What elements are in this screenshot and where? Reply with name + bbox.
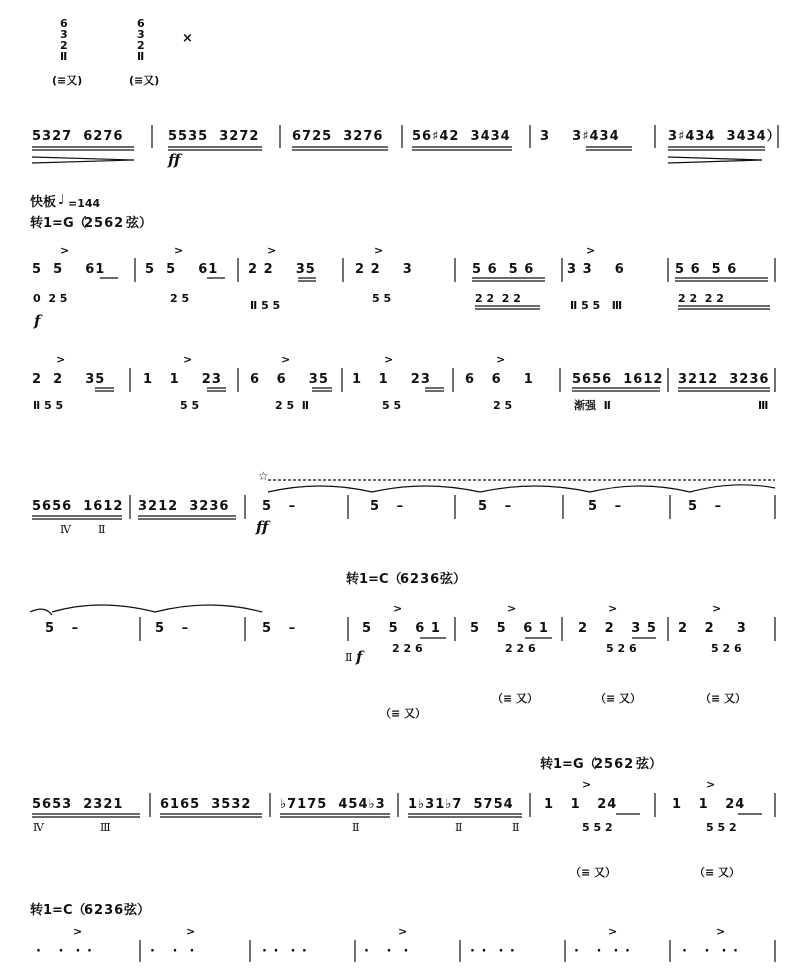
r6-m1: 5653 2321: [32, 797, 124, 812]
r3-l7: Ⅲ: [758, 399, 769, 412]
tempo-label: 快板: [30, 195, 57, 210]
r4-mark-ii: Ⅱ: [98, 523, 106, 536]
r6-mark-5: Ⅱ: [512, 821, 520, 834]
r4-m4: 5 –: [370, 499, 405, 514]
svg-text:>: >: [60, 244, 70, 257]
r5-dynamic: f: [356, 648, 363, 666]
svg-text:>: >: [384, 353, 394, 366]
svg-text:>: >: [186, 925, 196, 938]
r6-mark-1: Ⅳ: [33, 821, 44, 834]
r2-m2: 5 5 61: [145, 262, 219, 277]
svg-text:>: >: [582, 778, 592, 791]
svg-text:>: >: [716, 925, 726, 938]
svg-text:>: >: [393, 602, 403, 615]
r3-l1: Ⅱ 5 5: [33, 399, 64, 412]
quarter-note-icon: ♩: [58, 192, 65, 208]
r3-m3: 6 6 35: [250, 372, 329, 387]
top-chord-right: 6 3 2 Ⅱ: [137, 17, 145, 63]
r6-m3: ♭7175 454♭3: [280, 797, 386, 812]
key-c-suffix-2: 弦）: [124, 903, 151, 918]
r5-chord-3: 5 2 6: [606, 642, 637, 655]
r4-m6: 5 –: [588, 499, 623, 514]
r5-chord-4: 5 2 6: [711, 642, 742, 655]
r4-dynamic: ff: [256, 518, 269, 536]
svg-text:>: >: [374, 244, 384, 257]
r7-m6: · · · ·: [574, 944, 631, 959]
r1-m6: 3♯434 3434）: [668, 129, 781, 144]
r5-m4: 5 5 6 1: [362, 621, 441, 636]
r2-dynamic: f: [34, 312, 41, 330]
svg-text:>: >: [507, 602, 517, 615]
svg-text:>: >: [398, 925, 408, 938]
r3-l4: 5 5: [382, 399, 402, 412]
r5-string-mark-2: （≡ 又）: [492, 692, 539, 705]
r5-m1: 5 –: [45, 621, 80, 636]
r2-m6: 3 3 6: [567, 262, 625, 277]
r5-chord-1: 2 2 6: [392, 642, 423, 655]
svg-text:>: >: [712, 602, 722, 615]
r6-mark-3: Ⅱ: [352, 821, 360, 834]
key-g-suffix: 弦）: [126, 216, 153, 231]
r5-string-mark-4: （≡ 又）: [700, 692, 747, 705]
key-g-suffix-2: 弦）: [636, 757, 663, 772]
r5-m2: 5 –: [155, 621, 190, 636]
r7-m7: · · · ·: [682, 944, 739, 959]
r6-string-mark-1: （≡ 又）: [570, 866, 617, 879]
r2-l4: 5 5: [372, 292, 392, 305]
svg-text:>: >: [73, 925, 83, 938]
r5-m5: 5 5 6 1: [470, 621, 549, 636]
r2-l5: 2 2 2 2: [475, 292, 521, 305]
r4-m3: 5 –: [262, 499, 297, 514]
r3-l2: 5 5: [180, 399, 200, 412]
r1-m3: 6725 3276: [292, 129, 384, 144]
svg-text:>: >: [267, 244, 277, 257]
key-g-strings: 2562: [84, 216, 125, 231]
r2-m4: 2 2 3: [355, 262, 413, 277]
r6-m2: 6165 3532: [160, 797, 252, 812]
r5-string-mark-3: （≡ 又）: [595, 692, 642, 705]
r2-l1: 0 2 5: [33, 292, 68, 305]
r4-m1: 5656 1612: [32, 499, 124, 514]
r4-m7: 5 –: [688, 499, 723, 514]
r4-mark-iv: Ⅳ: [60, 523, 71, 536]
svg-text:>: >: [56, 353, 66, 366]
top-paren-left: (≡又): [52, 74, 83, 87]
r2-m1: 5 5 61: [32, 262, 106, 277]
r6-string-mark-2: （≡ 又）: [694, 866, 741, 879]
r7-m1: · · · ·: [36, 944, 93, 959]
key-g-prefix: 转1=G（: [30, 216, 87, 231]
key-c-prefix-2: 转1=C（: [30, 903, 86, 918]
r2-l6: Ⅱ 5 5 Ⅲ: [570, 299, 623, 312]
star-mark: ☆: [258, 469, 269, 483]
svg-text:>: >: [608, 602, 618, 615]
r7-m3: · · · ·: [262, 944, 308, 959]
r7-m4: · · ·: [364, 944, 410, 959]
r4-m5: 5 –: [478, 499, 513, 514]
r3-m5: 6 6 1: [465, 372, 534, 387]
key-g-prefix-2: 转1=G（: [540, 757, 597, 772]
r5-m6: 2 2 3 5: [578, 621, 657, 636]
r2-m3: 2 2 35: [248, 262, 316, 277]
svg-text:>: >: [586, 244, 596, 257]
r2-m5: 5 6 5 6: [472, 262, 535, 277]
key-c-suffix-1: 弦）: [440, 572, 467, 587]
r6-m5: 1 1 24: [544, 797, 618, 812]
r3-l3: 2 5 Ⅱ: [275, 399, 310, 412]
r6-chord-2: 5 5 2: [706, 821, 737, 834]
tempo-value: =144: [68, 197, 101, 210]
r5-chord-2: 2 2 6: [505, 642, 536, 655]
top-paren-right: (≡又): [129, 74, 160, 87]
r3-m1: 2 2 35: [32, 372, 106, 387]
r1-dynamic: ff: [168, 151, 181, 169]
r3-m6: 5656 1612: [572, 372, 664, 387]
r1-m5: 3 3♯434: [540, 129, 620, 144]
r5-m3: 5 –: [262, 621, 297, 636]
key-c-prefix-1: 转1=C（: [346, 572, 402, 587]
r6-mark-2: Ⅲ: [100, 821, 111, 834]
r2-l2: 2 5: [170, 292, 190, 305]
r3-m7: 3212 3236: [678, 372, 770, 387]
r6-m4: 1♭31♭7 5754: [408, 797, 514, 812]
r6-chord-1: 5 5 2: [582, 821, 613, 834]
r5-string-mark-1: （≡ 又）: [380, 707, 427, 720]
r3-l6: 渐强 Ⅱ: [574, 399, 611, 412]
svg-text:>: >: [706, 778, 716, 791]
r3-m4: 1 1 23: [352, 372, 431, 387]
r5-mark-ii: Ⅱ: [345, 651, 353, 664]
r6-m6: 1 1 24: [672, 797, 746, 812]
r2-l7: 2 2 2 2: [678, 292, 724, 305]
r1-m4: 56♯42 3434: [412, 129, 511, 144]
r7-m5: · · · ·: [470, 944, 516, 959]
key-c-strings-1: 6236: [400, 572, 441, 587]
r2-m7: 5 6 5 6: [675, 262, 738, 277]
svg-text:>: >: [183, 353, 193, 366]
r1-m2: 5535 3272: [168, 129, 260, 144]
top-chord-left: 6 3 2 Ⅱ: [60, 17, 68, 63]
top-cross-mark: ×: [182, 31, 194, 46]
svg-text:>: >: [281, 353, 291, 366]
r2-l3: Ⅱ 5 5: [250, 299, 281, 312]
key-c-strings-2: 6236: [84, 903, 125, 918]
r1-m1: 5327 6276: [32, 129, 124, 144]
svg-text:>: >: [174, 244, 184, 257]
r5-m7: 2 2 3: [678, 621, 747, 636]
r7-m2: · · ·: [150, 944, 196, 959]
r4-m2: 3212 3236: [138, 499, 230, 514]
svg-text:>: >: [496, 353, 506, 366]
r6-mark-4: Ⅱ: [455, 821, 463, 834]
svg-text:>: >: [608, 925, 618, 938]
r3-l5: 2 5: [493, 399, 513, 412]
r3-m2: 1 1 23: [143, 372, 222, 387]
key-g-strings-2: 2562: [594, 757, 635, 772]
